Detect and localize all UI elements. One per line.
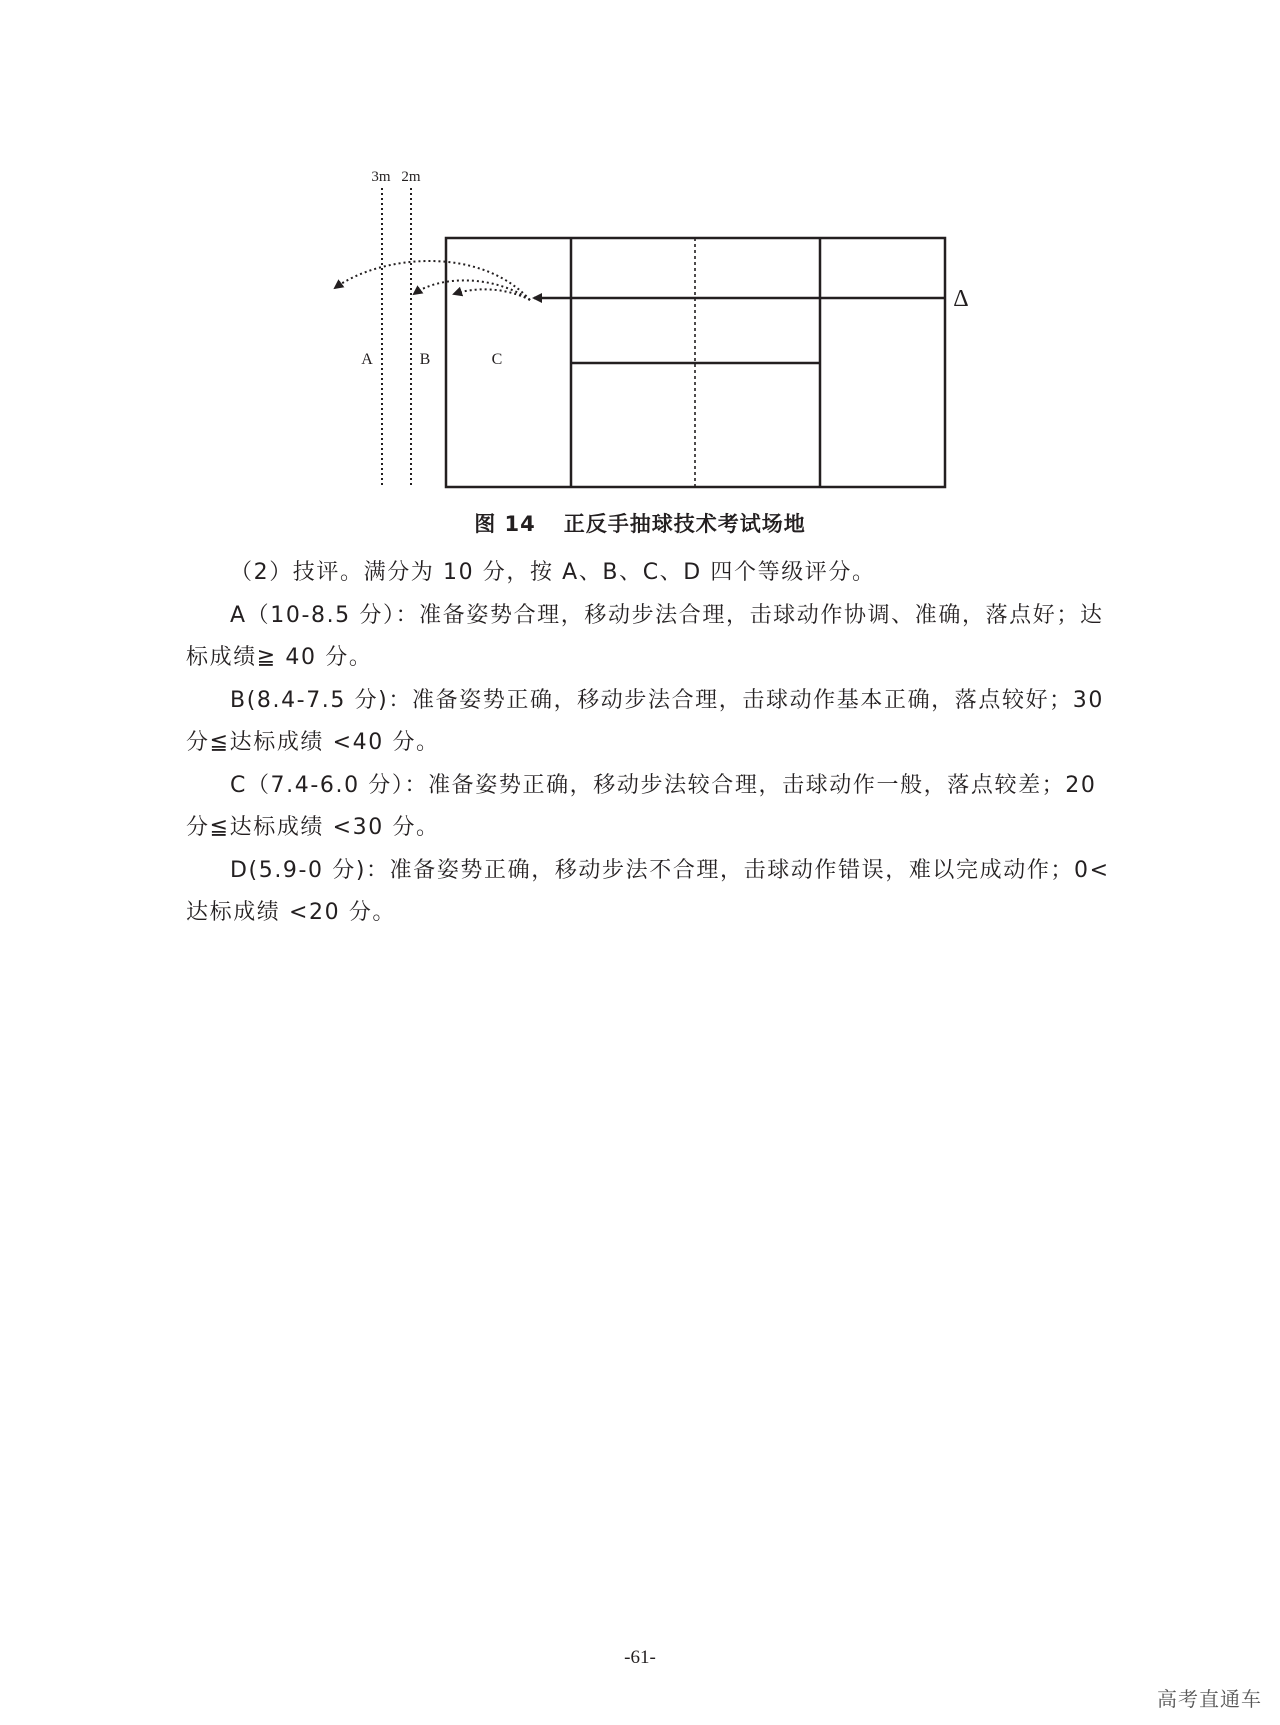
paragraph-grade-b: B(8.4-7.5 分)：准备姿势正确，移动步法合理，击球动作基本正确，落点较好；30 分≦达标成绩 <40 分。 xyxy=(186,687,1104,755)
watermark: 高考直通车 xyxy=(1157,1687,1262,1711)
distance-label-3m: 3m xyxy=(371,169,391,185)
zone-label-b: B xyxy=(419,351,431,368)
start-marker: Δ xyxy=(953,286,969,312)
figure-caption xyxy=(0,508,1280,538)
body-text xyxy=(186,552,1111,935)
distance-label-2m: 2m xyxy=(401,169,421,185)
arc-to-zone-a xyxy=(335,261,530,300)
court-diagram xyxy=(0,0,1280,520)
paragraph-grade-a: A（10-8.5 分）：准备姿势合理，移动步法合理，击球动作协调、准确，落点好；达标成绩≧ 40 分。 xyxy=(186,602,1104,670)
arc-to-zone-b-inner xyxy=(454,289,530,300)
paragraph-grade-c: C（7.4-6.0 分）：准备姿势正确，移动步法较合理，击球动作一般，落点较差；20 分≦达标成绩 <30 分。 xyxy=(186,772,1097,840)
figure-title: 正反手抽球技术考试场地 xyxy=(563,512,806,536)
paragraph-intro: （2）技评。满分为 10 分，按 A、B、C、D 四个等级评分。 xyxy=(230,560,876,585)
figure-number: 图 14 xyxy=(474,512,536,536)
page-number: -61- xyxy=(624,1647,656,1668)
zone-label-c: C xyxy=(491,351,503,368)
arc-to-zone-b xyxy=(414,280,530,300)
zone-label-a: A xyxy=(361,351,373,368)
paragraph-grade-d: D(5.9-0 分)：准备姿势正确，移动步法不合理，击球动作错误，难以完成动作；0< 达标成绩 <20 分。 xyxy=(186,857,1110,925)
